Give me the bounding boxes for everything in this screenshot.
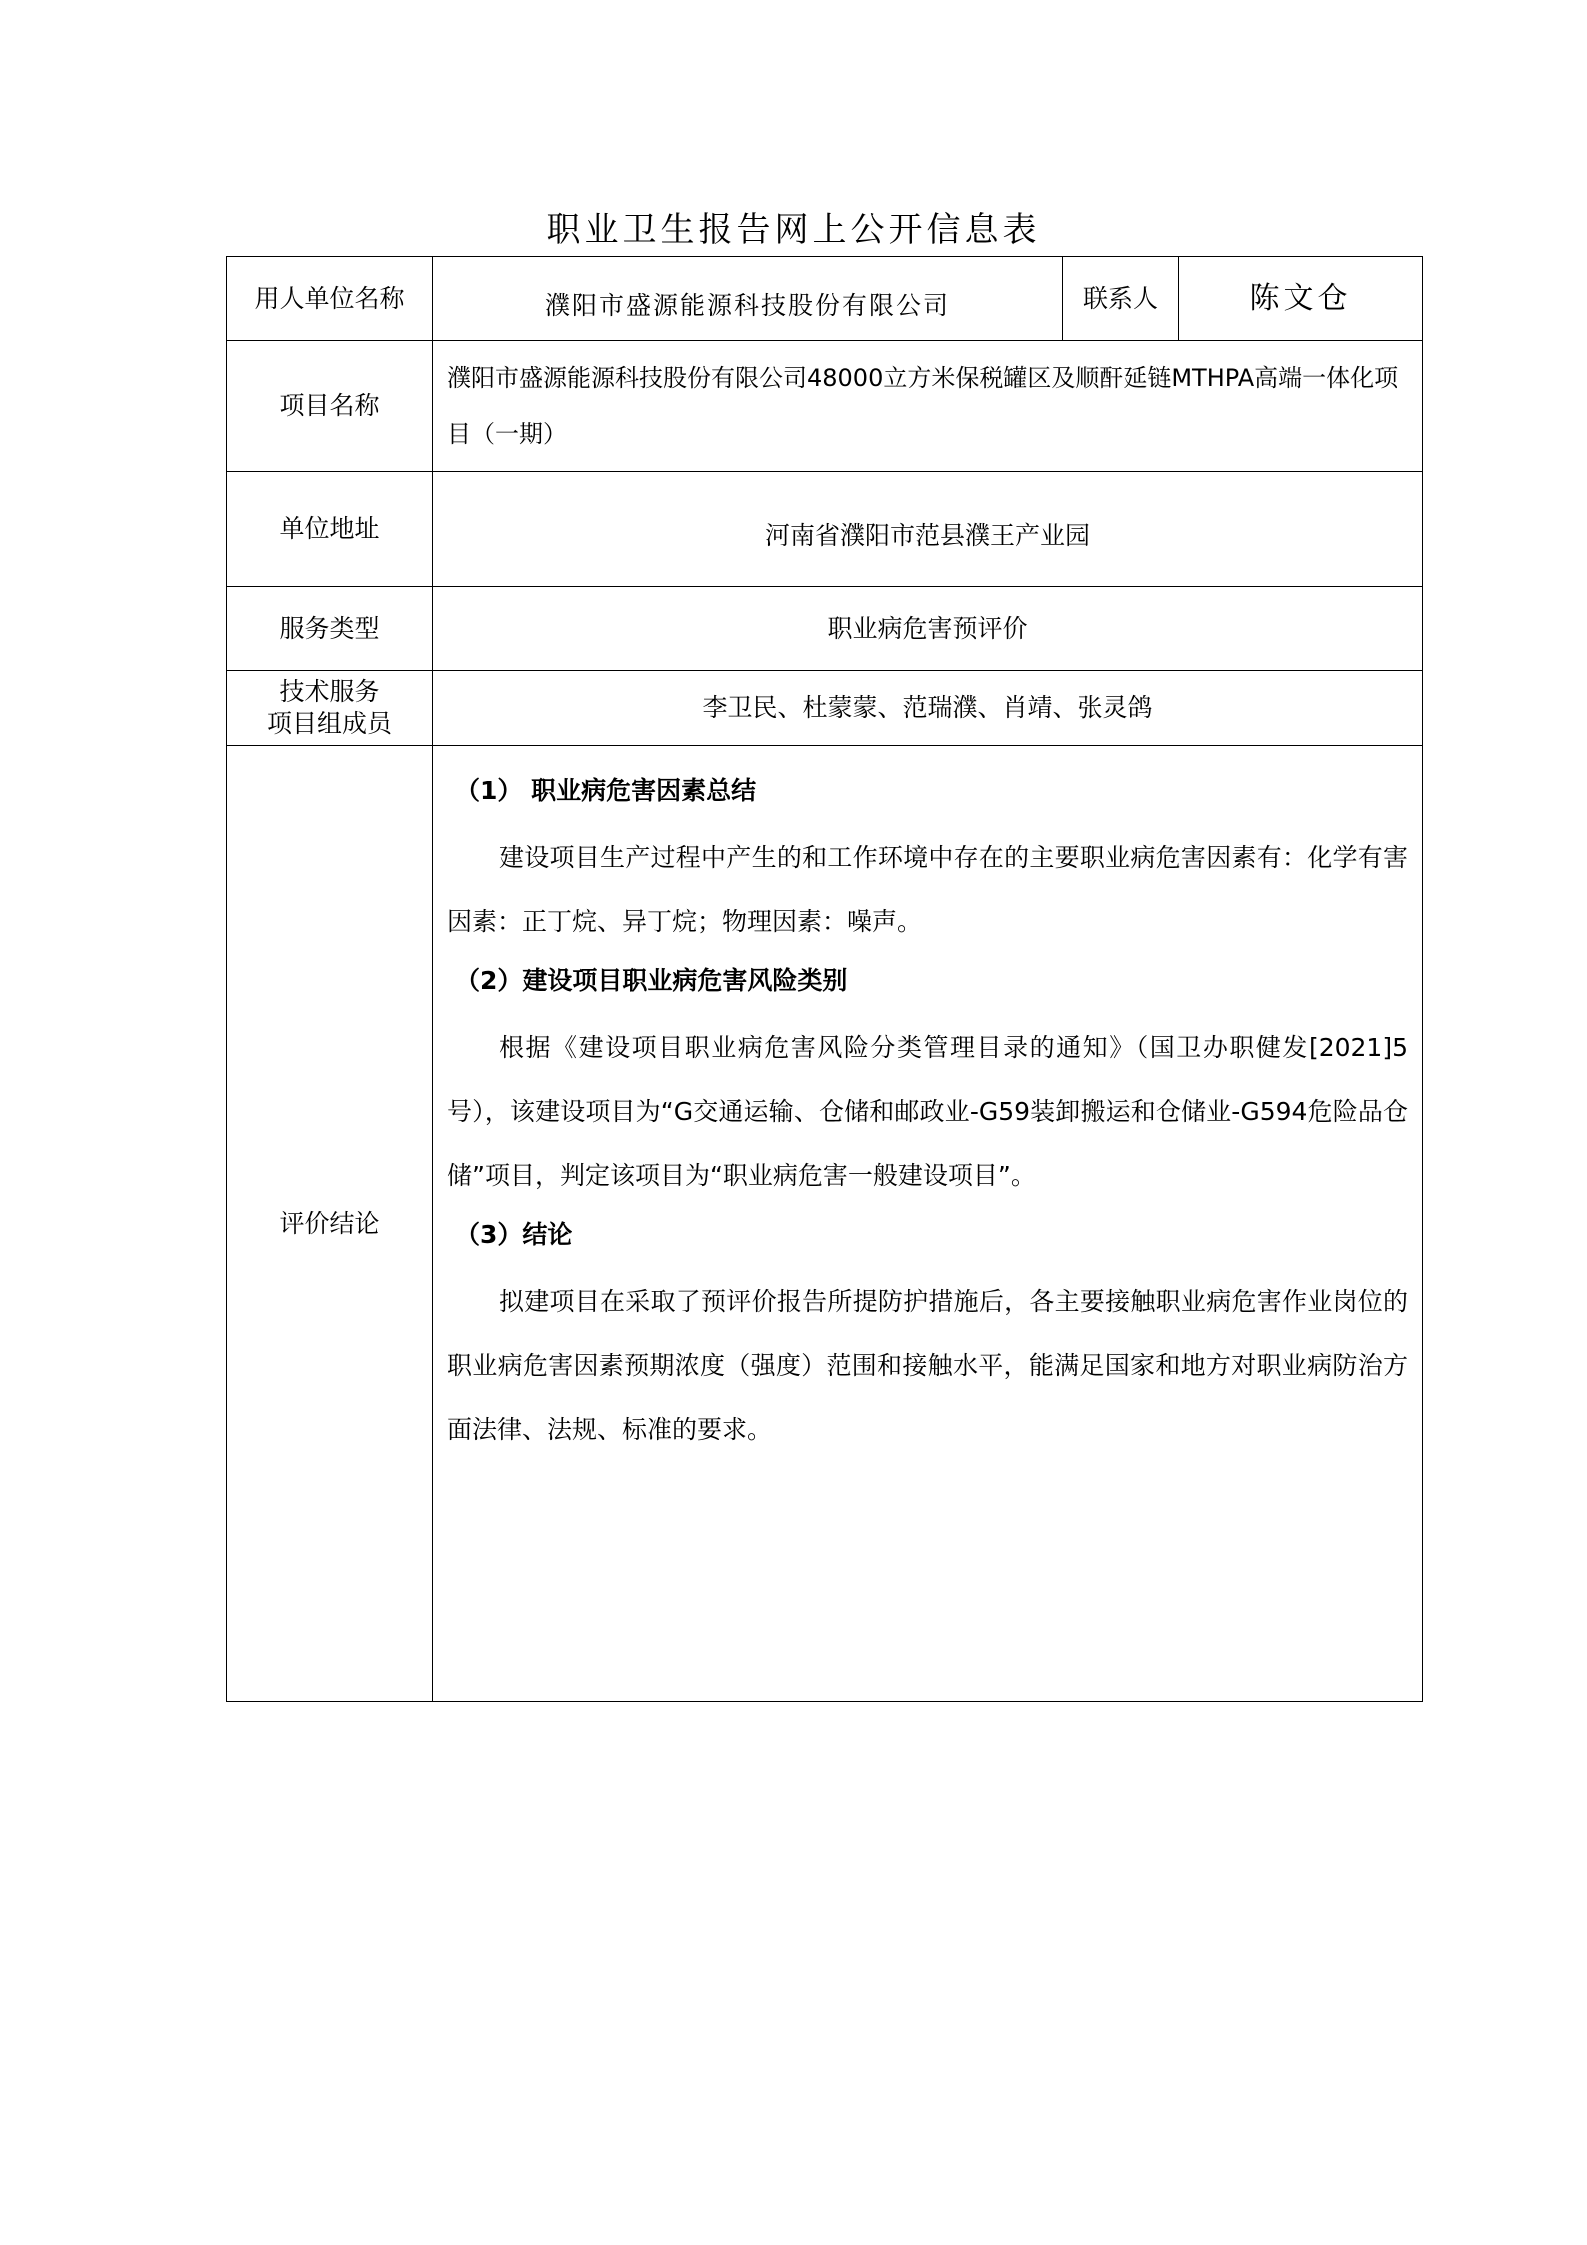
- service-row: [227, 587, 1423, 671]
- employer-value: 濮阳市盛源能源科技股份有限公司: [433, 257, 1063, 341]
- contact-value: 陈文仓: [1179, 257, 1423, 341]
- conclusion-label: 评价结论: [227, 746, 433, 1702]
- project-row: [227, 341, 1423, 472]
- section1-text: 建设项目生产过程中产生的和工作环境中存在的主要职业病危害因素有：化学有害因素：正丁烷、异丁烷；物理因素：噪声。: [447, 843, 1408, 936]
- conclusion-content: [433, 746, 1423, 1702]
- section3-heading: （3）结论: [455, 1220, 573, 1249]
- project-value: 濮阳市盛源能源科技股份有限公司48000立方米保税罐区及顺酐延链MTHPA高端一体化项目（一期）: [433, 341, 1423, 472]
- address-row: [227, 472, 1423, 587]
- employer-row: [227, 257, 1423, 341]
- service-label: 服务类型: [227, 587, 433, 671]
- section3-text: 拟建项目在采取了预评价报告所提防护措施后，各主要接触职业病危害作业岗位的职业病危害因素预期浓度（强度）范围和接触水平，能满足国家和地方对职业病防治方面法律、法规、标准的要求。: [447, 1287, 1408, 1444]
- address-label: 单位地址: [227, 472, 433, 587]
- employer-label: 用人单位名称: [227, 257, 433, 341]
- section2-text: 根据《建设项目职业病危害风险分类管理目录的通知》（国卫办职健发[2021]5号），该建设项目为“G交通运输、仓储和邮政业-G59装卸搬运和仓储业-G594危险品仓储”项目，判定该项目为“职业病危害一般建设项目”。: [447, 1033, 1408, 1190]
- members-value: 李卫民、杜蒙蒙、范瑞濮、肖靖、张灵鸽: [433, 671, 1423, 746]
- service-value: 职业病危害预评价: [433, 587, 1423, 671]
- project-label: 项目名称: [227, 341, 433, 472]
- info-table: [226, 256, 1423, 1702]
- address-value: 河南省濮阳市范县濮王产业园: [433, 472, 1423, 587]
- members-label: [227, 671, 433, 746]
- conclusion-row: [227, 746, 1423, 1702]
- members-row: [227, 671, 1423, 746]
- members-label-line1: 技术服务: [279, 677, 380, 706]
- section2-heading: （2）建设项目职业病危害风险类别: [455, 966, 848, 995]
- page-title: 职业卫生报告网上公开信息表: [546, 210, 1041, 250]
- section1-heading: （1） 职业病危害因素总结: [455, 776, 757, 805]
- members-label-line2: 项目组成员: [266, 709, 392, 738]
- contact-label: 联系人: [1063, 257, 1179, 341]
